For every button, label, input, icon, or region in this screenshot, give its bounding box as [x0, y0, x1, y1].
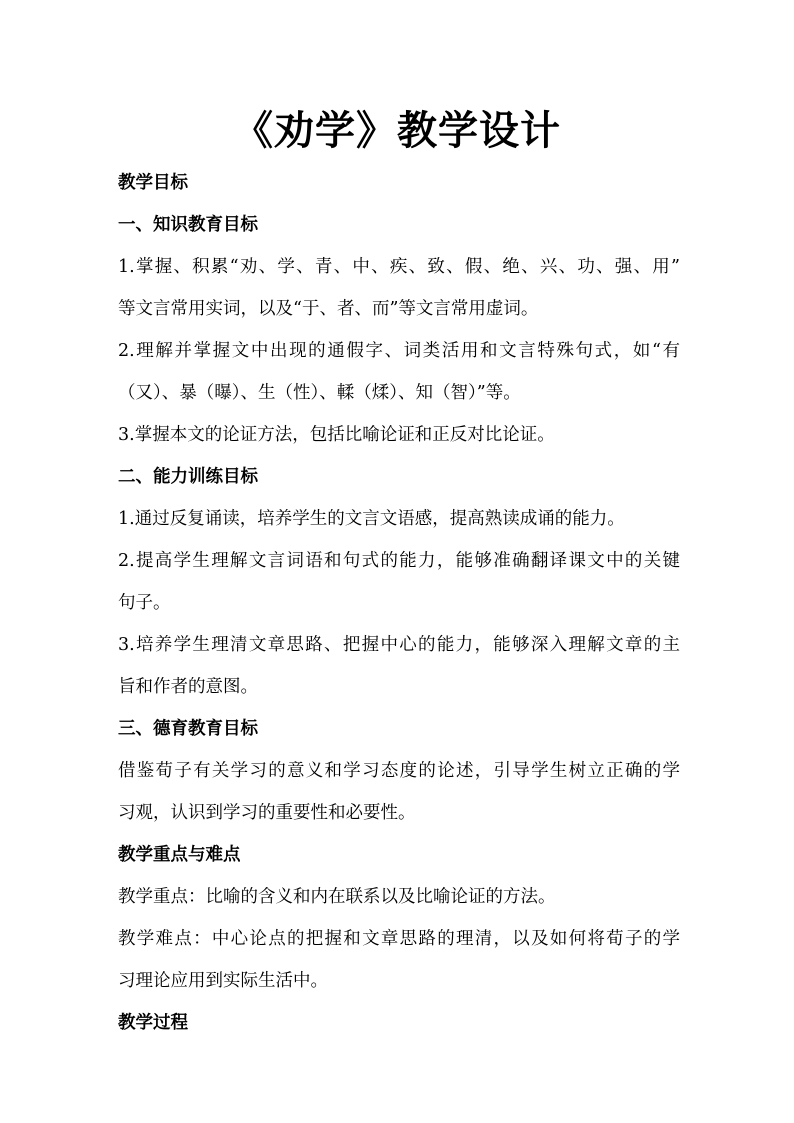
paragraph-line: 1.通过反复诵读，培养学生的文言文语感，提高熟读成诵的能力。: [118, 509, 625, 529]
paragraph-line: 教学重点：比喻的含义和内在联系以及比喻论证的方法。: [118, 887, 556, 907]
section-heading-teaching-process: 教学过程: [118, 1013, 188, 1033]
paragraph-line: 3.培养学生理清文章思路、把握中心的能力，能够深入理解文章的主: [118, 635, 680, 655]
section-heading-key-points: 教学重点与难点: [118, 845, 241, 865]
page-title: 《劝学》教学设计: [233, 107, 561, 154]
paragraph-line: 旨和作者的意图。: [118, 677, 258, 697]
subsection-heading-ability-goals: 二、能力训练目标: [118, 467, 258, 487]
section-heading-teaching-goals: 教学目标: [118, 173, 188, 193]
paragraph-line: 教学难点：中心论点的把握和文章思路的理清，以及如何将荀子的学: [118, 929, 680, 949]
paragraph-line: （又）、暴（曝）、生（性）、輮（煣）、知（智）”等。: [118, 383, 521, 403]
paragraph-line: 句子。: [118, 593, 171, 613]
subsection-heading-knowledge-goals: 一、知识教育目标: [118, 215, 258, 235]
paragraph-line: 3.掌握本文的论证方法，包括比喻论证和正反对比论证。: [118, 425, 555, 445]
paragraph-line: 习观，认识到学习的重要性和必要性。: [118, 803, 416, 823]
paragraph-line: 借鉴荀子有关学习的意义和学习态度的论述，引导学生树立正确的学: [118, 761, 680, 781]
subsection-heading-moral-goals: 三、德育教育目标: [118, 719, 258, 739]
paragraph-line: 2.理解并掌握文中出现的通假字、词类活用和文言特殊句式，如“有: [118, 341, 680, 361]
paragraph-line: 习理论应用到实际生活中。: [118, 971, 328, 991]
paragraph-line: 1.掌握、积累“劝、学、青、中、疾、致、假、绝、兴、功、强、用”: [118, 257, 680, 277]
paragraph-line: 2.提高学生理解文言词语和句式的能力，能够准确翻译课文中的关键: [118, 551, 680, 571]
paragraph-line: 等文言常用实词，以及“于、者、而”等文言常用虚词。: [118, 299, 539, 319]
document-body: [118, 162, 680, 1044]
